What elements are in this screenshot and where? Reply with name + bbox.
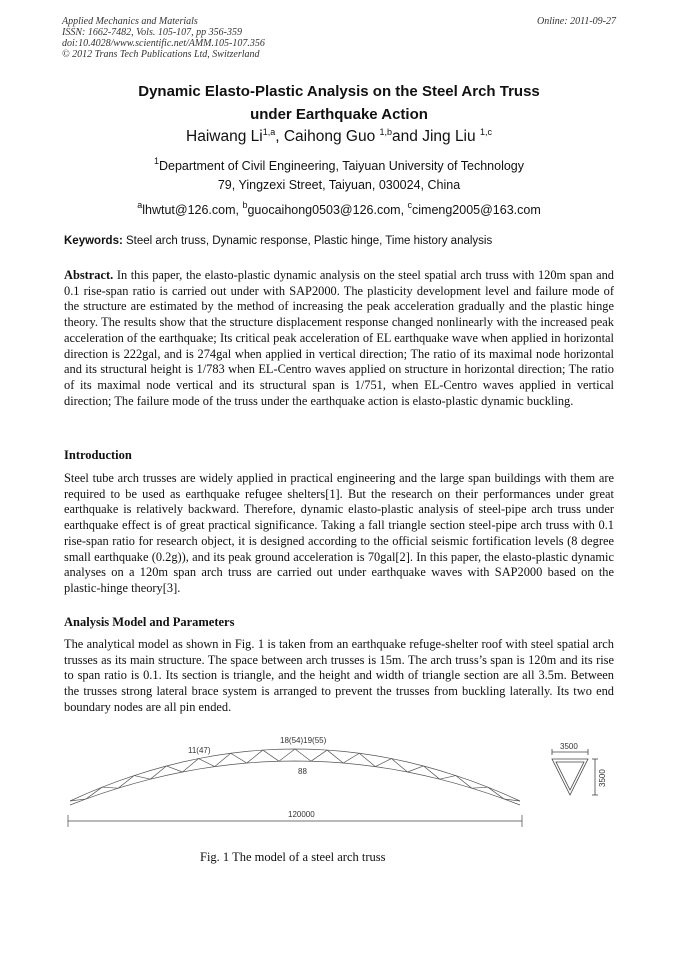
triangle-section [552,749,598,795]
authors [0,127,678,146]
abstract [64,268,614,409]
email-a: lhwtut@126.com, [142,203,243,217]
web-member [134,776,150,780]
web-member [295,749,311,761]
email-c-sup: c [407,200,413,210]
affiliation-dept [0,156,678,173]
web-member [327,750,343,763]
label-left-node: 11(47) [188,746,211,755]
web-member [231,753,247,763]
arch-truss-figure [62,735,618,830]
web-member [440,776,456,780]
analysis-text: The analytical model as shown in Fig. 1 is taken from an earthquake refuge-shelter roof with steel spatial arch trusses as its main structure. The space between arch trusses is 15m. The arch truss’s span is 120m and its rise to span ratio is 0.1. Its section is triangle, and the height and width of triangle section are all 3.5m. Between the trusses strong lateral brace system is arranged to prevent the trusses from buckling laterally. Its two end boundary nodes are all pin ended. [64,637,614,714]
web-member [408,766,424,772]
online-date: Online: 2011-09-27 [537,16,616,27]
label-top-nodes: 18(54)19(55) [280,736,327,745]
author-3: and Jing Liu [392,128,480,145]
section-height-dimension: 3500 [598,769,607,787]
paper-title-line1: Dynamic Elasto-Plastic Analysis on the Steel Arch Truss [138,83,540,100]
label-mid-node: 88 [298,767,307,776]
journal-issn: ISSN: 1662-7482, Vols. 105-107, pp 356-359 [62,27,242,38]
author-3-sup: 1,c [479,127,492,137]
abstract-label: Abstract. [64,268,114,282]
keywords-text: Steel arch truss, Dynamic response, Plastic hinge, Time history analysis [122,235,493,247]
email-b: guocaihong0503@126.com, [247,203,408,217]
author-2: , Caihong Guo [275,128,380,145]
top-chord [70,749,520,801]
author-emails [0,200,678,217]
web-member [311,750,327,761]
affiliation-dept-text: Department of Civil Engineering, Taiyuan University of Technology [159,159,525,173]
bottom-chord [70,761,520,805]
author-1-sup: 1,a [262,127,276,137]
author-2-sup: 1,b [379,127,393,137]
section-width-dimension: 3500 [560,742,578,751]
keywords-label: Keywords: [64,235,123,247]
web-member [118,776,134,789]
web-member [102,787,118,788]
paper-title-line2: under Earthquake Action [250,106,428,123]
author-1: Haiwang Li [186,128,263,145]
web-member [456,776,472,789]
arch-truss-drawing [70,749,520,805]
affiliation-sup: 1 [153,156,159,166]
journal-info [62,16,265,60]
figure-caption: Fig. 1 The model of a steel arch truss [200,850,386,864]
journal-name: Applied Mechanics and Materials [62,16,198,27]
journal-doi: doi:10.4028/www.scientific.net/AMM.105-107.356 [62,38,265,49]
span-dimension: 120000 [288,810,315,819]
email-a-sup: a [137,200,143,210]
introduction-heading: Introduction [64,448,132,462]
web-member [472,787,488,788]
journal-copyright: © 2012 Trans Tech Publications Ltd, Switzerland [62,49,260,60]
web-member [199,759,215,767]
abstract-text: In this paper, the elasto-plastic dynamic analysis on the steel spatial arch truss with 120m span and 0.1 rise-span ratio is carried out under with SAP2000. The plasticity development level and failure mode of the structure are estimated by the method of increasing the peak acceleration gradually and the plastic hinge theory. The results show that the structure displacement response changed nonlinearly with the increased peak acceleration of the earthquake; Its critical peak acceleration of EL earthquake wave when applied in horizontal direction is 222gal, and is 274gal when applied in vertical direction; The ratio of its maximal node horizontal and its structural height is 1/783 when EL-Centro waves applied on structure in horizontal direction; The ratio of its maximal node vertical and its structural span is 1/751, when EL-Centro waves applied in vertical direction; The failure mode of the truss under the earthquake action is elasto-plastic dynamic buckling. [64,268,614,408]
analysis-heading: Analysis Model and Parameters [64,615,235,629]
web-member [343,753,359,763]
email-b-sup: b [242,200,248,210]
affiliation-address: 79, Yingzexi Street, Taiyuan, 030024, China [217,178,461,192]
web-member [263,750,279,761]
web-member [166,766,182,772]
web-member [247,750,263,763]
email-c: cimeng2005@163.com [412,203,541,217]
web-member [375,759,391,767]
introduction-text: Steel tube arch trusses are widely applied in practical engineering and the large span buildings with them are required to be used as earthquake refugee shelters[1]. But the research on their performances under great earthquake is relatively backward. Therefore, dynamic elasto-plastic analysis of steel-pipe arch truss under earthquake effect is of great practical significance. Taking a fall triangle section steel-pipe arch truss with 0.1 rise-span ratio for research object, it is designed according to the official seismic fortification levels (8 degree small earthquake (0.2g)), and its peak ground acceleration is 70gal[2]. In this paper, the elasto-plastic dynamic analyses on a 120m span arch truss are carried out under earthquake waves with SAP2000 based on the plastic-hinge theory[3]. [64,471,614,595]
keywords [64,235,624,247]
web-member [279,749,295,761]
